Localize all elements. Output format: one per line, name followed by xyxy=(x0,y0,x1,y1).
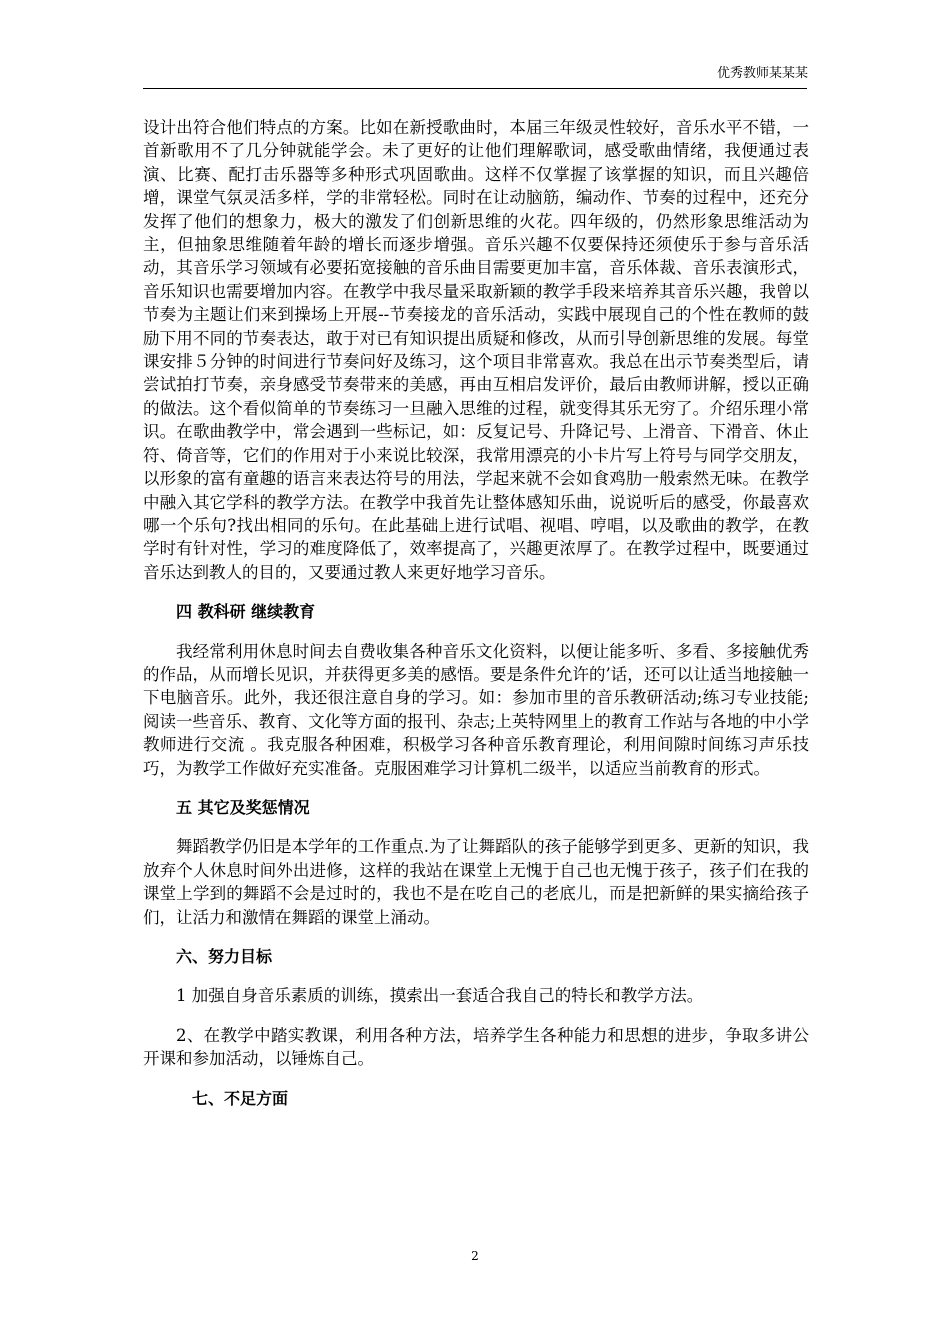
goal-item-1: 1 加强自身音乐素质的训练，摸索出一套适合我自己的特长和教学方法。 xyxy=(176,986,704,1006)
paragraph-teaching-methods: 设计出符合他们特点的方案。比如在新授歌曲时，本届三年级灵性较好，音乐水平不错，一首新歌用不了几分钟就能学会。未了更好的让他们理解歌词，感受歌曲情绪，我便通过表演、比赛、配打击乐器等多种形式巩固歌曲。这样不仅掌握了该掌握的知识，而且兴趣倍增，课堂气氛灵活多样，学的非常轻松。同时在让动脑筋，编动作、节奏的过程中，还充分发挥了他们的想象力，极大的激发了们创新思维的火花。四年级的，仍然形象思维活动为主，但抽象思维随着年龄的增长而逐步增强。音乐兴趣不仅要保持还须使乐于参与音乐活动，其音乐学习领域有必要拓宽接触的音乐曲目需要更加丰富，音乐体裁、音乐表演形式，音乐知识也需要增加内容。在教学中我尽量采取新颖的教学手段来培养其音乐兴趣，我曾以节奏为主题让们来到操场上开展--节奏接龙的音乐活动，实践中展现自己的个性在教师的鼓励下用不同的节奏表达，敢于对已有知识提出质疑和修改，从而引导创新思维的发展。每堂课安排５分钟的时间进行节奏问好及练习，这个项目非常喜欢。我总在出示节奏类型后，请尝试拍打节奏，亲身感受节奏带来的美感，再由互相启发评价，最后由教师讲解，授以正确的做法。这个看似简单的节奏练习一旦融入思维的过程，就变得其乐无穷了。介绍乐理小常识。在歌曲教学中，常会遇到一些标记，如：反复记号、升降记号、上滑音、下滑音、休止符、倚音等，它们的作用对于小来说比较深，我常用漂亮的小卡片写上符号与同学交朋友，以形象的富有童趣的语言来表达符号的用法，学起来就不会如食鸡肋一般索然无味。在教学中融入其它学科的教学方法。在教学中我首先让整体感知乐曲，说说听后的感受，你最喜欢哪一个乐句?找出相同的乐句。在此基础上进行试唱、视唱、哼唱，以及歌曲的教学，在教学时有针对性，学习的难度降低了，效率提高了，兴趣更浓厚了。在教学过程中，既要通过音乐达到教人的目的，又要通过教人来更好地学习音乐。 xyxy=(143,118,809,582)
page-number: 2 xyxy=(471,1249,479,1263)
heading-goals: 六、努力目标 xyxy=(176,947,273,966)
paragraph-research-education: 我经常利用休息时间去自费收集各种音乐文化资料，以便让能多听、多看、多接触优秀的作品，从而增长见识，并获得更多美的感悟。要是条件允许的’话，还可以让适当地接触一下电脑音乐。此外，我还很注意自身的学习。如：参加市里的音乐教研活动;练习专业技能;阅读一些音乐、教育、文化等方面的报刊、杂志;上英特网里上的教育工作站与各地的中小学教师进行交流 。我克服各种困难，积极学习各种音乐教育理论，利用间隙时间练习声乐技巧，为教学工作做好充实准备。克服困难学习计算机二级半，以适应当前教育的形式。 xyxy=(143,641,809,778)
document-body xyxy=(143,116,809,1110)
heading-shortcomings: 七、不足方面 xyxy=(192,1088,289,1108)
paragraph-awards: 舞蹈教学仍旧是本学年的工作重点.为了让舞蹈队的孩子能够学到更多、更新的知识，我放弃个人休息时间外出进修，这样的我站在课堂上无愧于自己也无愧于孩子，孩子们在我的课堂上学到的舞蹈不会是过时的，我也不是在吃自己的老底儿，而是把新鲜的果实摘给孩子们，让活力和激情在舞蹈的课堂上涌动。 xyxy=(143,837,809,927)
heading-research-education: 四 教科研 继续教育 xyxy=(176,602,316,622)
header-rule xyxy=(143,88,807,89)
header-author: 优秀教师某某某 xyxy=(716,66,808,81)
heading-awards: 五 其它及奖惩情况 xyxy=(176,797,310,817)
goal-item-2: 2、在教学中踏实教课，利用各种方法，培养学生各种能力和思想的进步，争取多讲公开课和参加活动，以锤炼自己。 xyxy=(143,1025,809,1069)
